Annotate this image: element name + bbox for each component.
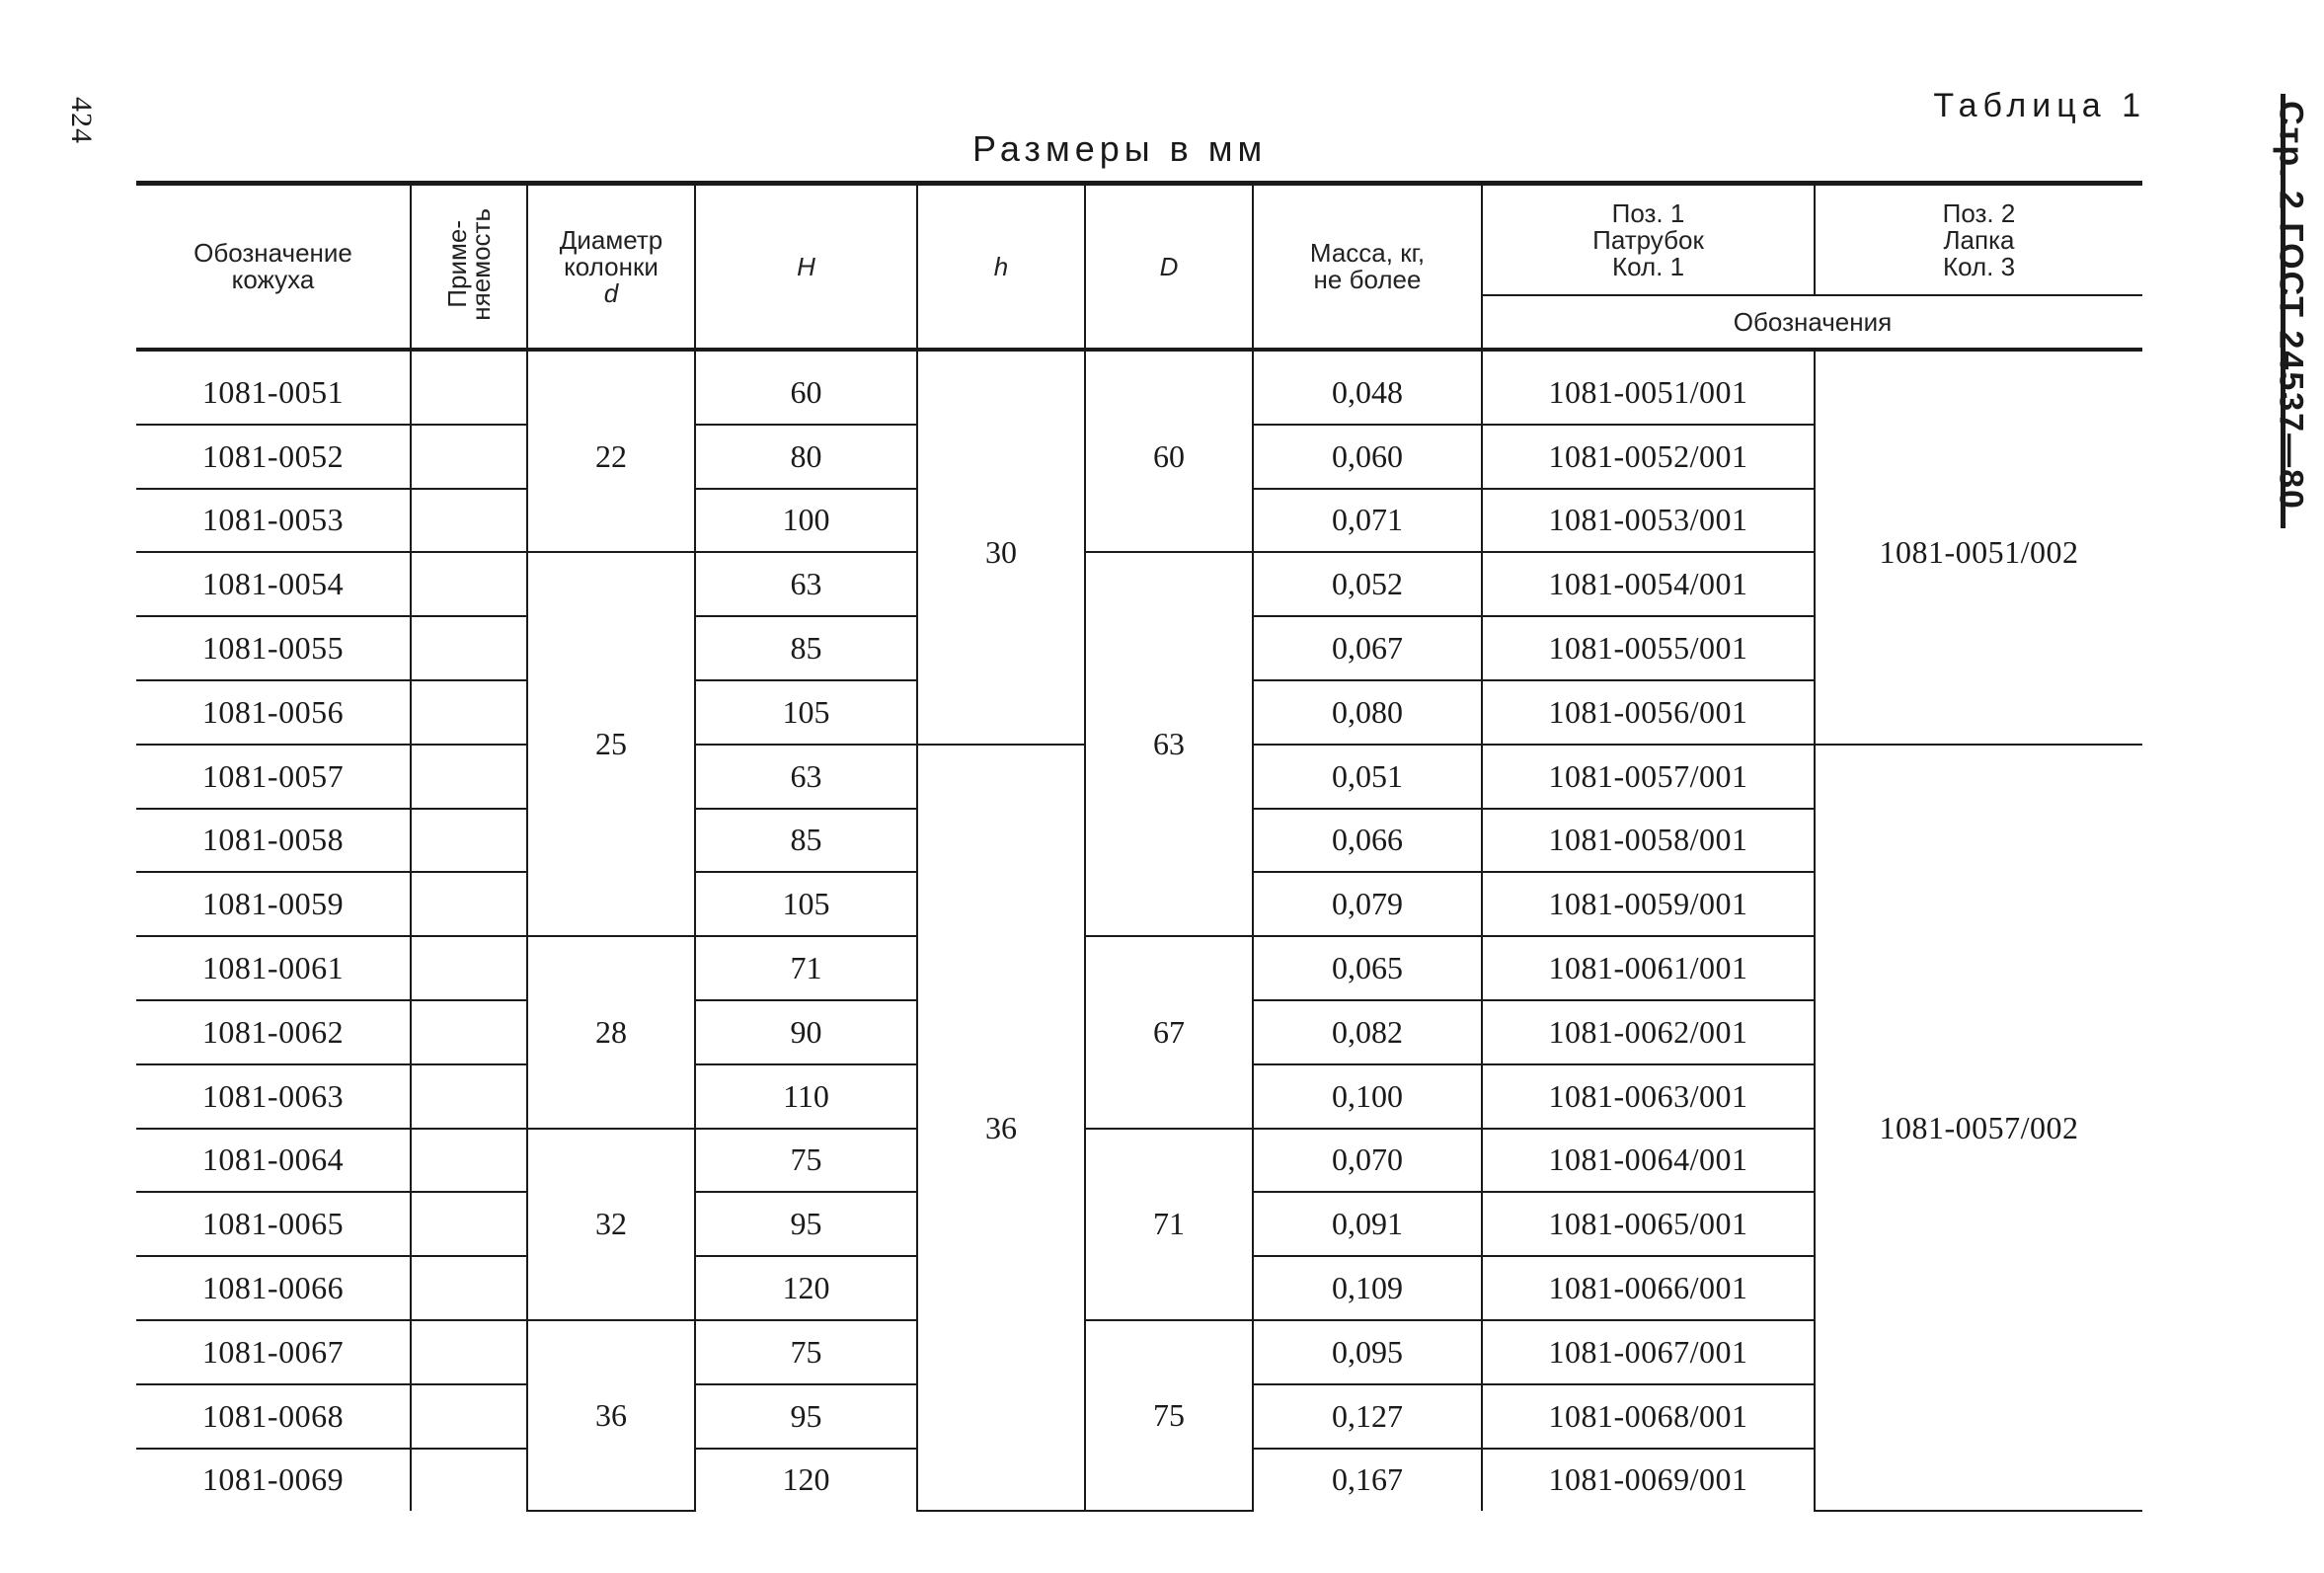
D-cell: 60	[1085, 350, 1253, 552]
H-cell: 100	[695, 489, 917, 553]
designation-cell: 1081-0059	[136, 872, 411, 936]
D-cell: 67	[1085, 936, 1253, 1128]
applicability-cell	[411, 936, 527, 1000]
mass-cell: 0,051	[1253, 745, 1482, 809]
pos1-cell: 1081-0066/001	[1482, 1256, 1815, 1320]
designation-cell: 1081-0061	[136, 936, 411, 1000]
applicability-cell	[411, 425, 527, 489]
pos1-cell: 1081-0056/001	[1482, 680, 1815, 745]
header-applicability: Приме- няемость	[411, 184, 527, 351]
H-cell: 110	[695, 1064, 917, 1129]
page-number: 424	[65, 97, 98, 144]
mass-cell: 0,095	[1253, 1320, 1482, 1384]
applicability-cell	[411, 1320, 527, 1384]
pos1-cell: 1081-0052/001	[1482, 425, 1815, 489]
applicability-cell	[411, 489, 527, 553]
applicability-cell	[411, 745, 527, 809]
H-cell: 75	[695, 1320, 917, 1384]
H-cell: 95	[695, 1384, 917, 1449]
H-cell: 63	[695, 552, 917, 616]
applicability-cell	[411, 1449, 527, 1512]
applicability-cell	[411, 1129, 527, 1193]
applicability-cell	[411, 1192, 527, 1256]
header-H: H	[695, 184, 917, 351]
mass-cell: 0,127	[1253, 1384, 1482, 1449]
mass-cell: 0,070	[1253, 1129, 1482, 1193]
pos1-cell: 1081-0053/001	[1482, 489, 1815, 553]
header-designations: Обозначения	[1482, 295, 2142, 350]
column-diameter-cell: 22	[527, 350, 695, 552]
mass-cell: 0,167	[1253, 1449, 1482, 1512]
side-header-text: Стр. 2 ГОСТ 24537—80	[2272, 101, 2310, 511]
pos2-cell: 1081-0057/002	[1815, 745, 2142, 1512]
h-cell: 30	[917, 350, 1085, 745]
mass-cell: 0,067	[1253, 616, 1482, 680]
applicability-cell	[411, 680, 527, 745]
pos1-cell: 1081-0069/001	[1482, 1449, 1815, 1512]
pos1-cell: 1081-0055/001	[1482, 616, 1815, 680]
pos1-cell: 1081-0065/001	[1482, 1192, 1815, 1256]
H-cell: 85	[695, 809, 917, 873]
dimensions-table	[136, 181, 2142, 1512]
pos1-cell: 1081-0068/001	[1482, 1384, 1815, 1449]
pos1-cell: 1081-0062/001	[1482, 1000, 1815, 1064]
H-cell: 63	[695, 745, 917, 809]
header-mass: Масса, кг, не более	[1253, 184, 1482, 351]
table-body	[136, 350, 2142, 1511]
applicability-cell	[411, 1000, 527, 1064]
applicability-cell	[411, 1256, 527, 1320]
applicability-cell	[411, 350, 527, 425]
header-h: h	[917, 184, 1085, 351]
D-cell: 63	[1085, 552, 1253, 936]
designation-cell: 1081-0064	[136, 1129, 411, 1193]
mass-cell: 0,071	[1253, 489, 1482, 553]
applicability-cell	[411, 616, 527, 680]
H-cell: 85	[695, 616, 917, 680]
H-cell: 105	[695, 680, 917, 745]
designation-cell: 1081-0057	[136, 745, 411, 809]
applicability-cell	[411, 872, 527, 936]
mass-cell: 0,091	[1253, 1192, 1482, 1256]
table-label: Таблица 1	[1933, 87, 2146, 124]
pos1-cell: 1081-0051/001	[1482, 350, 1815, 425]
pos1-cell: 1081-0063/001	[1482, 1064, 1815, 1129]
designation-cell: 1081-0052	[136, 425, 411, 489]
pos1-cell: 1081-0059/001	[1482, 872, 1815, 936]
header-pos2: Поз. 2 Лапка Кол. 3	[1815, 184, 2142, 296]
H-cell: 80	[695, 425, 917, 489]
H-cell: 90	[695, 1000, 917, 1064]
column-diameter-cell: 28	[527, 936, 695, 1128]
table-header	[136, 184, 2142, 351]
header-pos1: Поз. 1 Патрубок Кол. 1	[1482, 184, 1815, 296]
units-caption: Размеры в мм	[972, 128, 1268, 169]
pos1-cell: 1081-0064/001	[1482, 1129, 1815, 1193]
header-column-diameter: Диаметр колонки d	[527, 184, 695, 351]
pos1-cell: 1081-0054/001	[1482, 552, 1815, 616]
mass-cell: 0,080	[1253, 680, 1482, 745]
pos1-cell: 1081-0061/001	[1482, 936, 1815, 1000]
pos1-cell: 1081-0067/001	[1482, 1320, 1815, 1384]
applicability-cell	[411, 809, 527, 873]
designation-cell: 1081-0058	[136, 809, 411, 873]
column-diameter-cell: 25	[527, 552, 695, 936]
pos1-cell: 1081-0058/001	[1482, 809, 1815, 873]
H-cell: 105	[695, 872, 917, 936]
header-column-diameter-symbol: d	[603, 277, 619, 308]
H-cell: 75	[695, 1129, 917, 1193]
mass-cell: 0,060	[1253, 425, 1482, 489]
designation-cell: 1081-0055	[136, 616, 411, 680]
designation-cell: 1081-0062	[136, 1000, 411, 1064]
H-cell: 71	[695, 936, 917, 1000]
H-cell: 60	[695, 350, 917, 425]
pos1-cell: 1081-0057/001	[1482, 745, 1815, 809]
D-cell: 71	[1085, 1129, 1253, 1320]
H-cell: 120	[695, 1256, 917, 1320]
designation-cell: 1081-0063	[136, 1064, 411, 1129]
designation-cell: 1081-0066	[136, 1256, 411, 1320]
designation-cell: 1081-0054	[136, 552, 411, 616]
mass-cell: 0,048	[1253, 350, 1482, 425]
column-diameter-cell: 36	[527, 1320, 695, 1511]
mass-cell: 0,052	[1253, 552, 1482, 616]
header-D: D	[1085, 184, 1253, 351]
mass-cell: 0,100	[1253, 1064, 1482, 1129]
h-cell: 36	[917, 745, 1085, 1512]
applicability-cell	[411, 1064, 527, 1129]
pos2-cell: 1081-0051/002	[1815, 350, 2142, 745]
side-header	[2241, 94, 2310, 528]
H-cell: 95	[695, 1192, 917, 1256]
mass-cell: 0,082	[1253, 1000, 1482, 1064]
header-designation: Обозначение кожуха	[136, 184, 411, 351]
applicability-cell	[411, 552, 527, 616]
designation-cell: 1081-0051	[136, 350, 411, 425]
table-row	[136, 350, 2142, 425]
H-cell: 120	[695, 1449, 917, 1512]
designation-cell: 1081-0056	[136, 680, 411, 745]
designation-cell: 1081-0065	[136, 1192, 411, 1256]
designation-cell: 1081-0069	[136, 1449, 411, 1512]
mass-cell: 0,065	[1253, 936, 1482, 1000]
designation-cell: 1081-0067	[136, 1320, 411, 1384]
designation-cell: 1081-0068	[136, 1384, 411, 1449]
column-diameter-cell: 32	[527, 1129, 695, 1320]
mass-cell: 0,109	[1253, 1256, 1482, 1320]
mass-cell: 0,079	[1253, 872, 1482, 936]
applicability-cell	[411, 1384, 527, 1449]
D-cell: 75	[1085, 1320, 1253, 1511]
mass-cell: 0,066	[1253, 809, 1482, 873]
designation-cell: 1081-0053	[136, 489, 411, 553]
